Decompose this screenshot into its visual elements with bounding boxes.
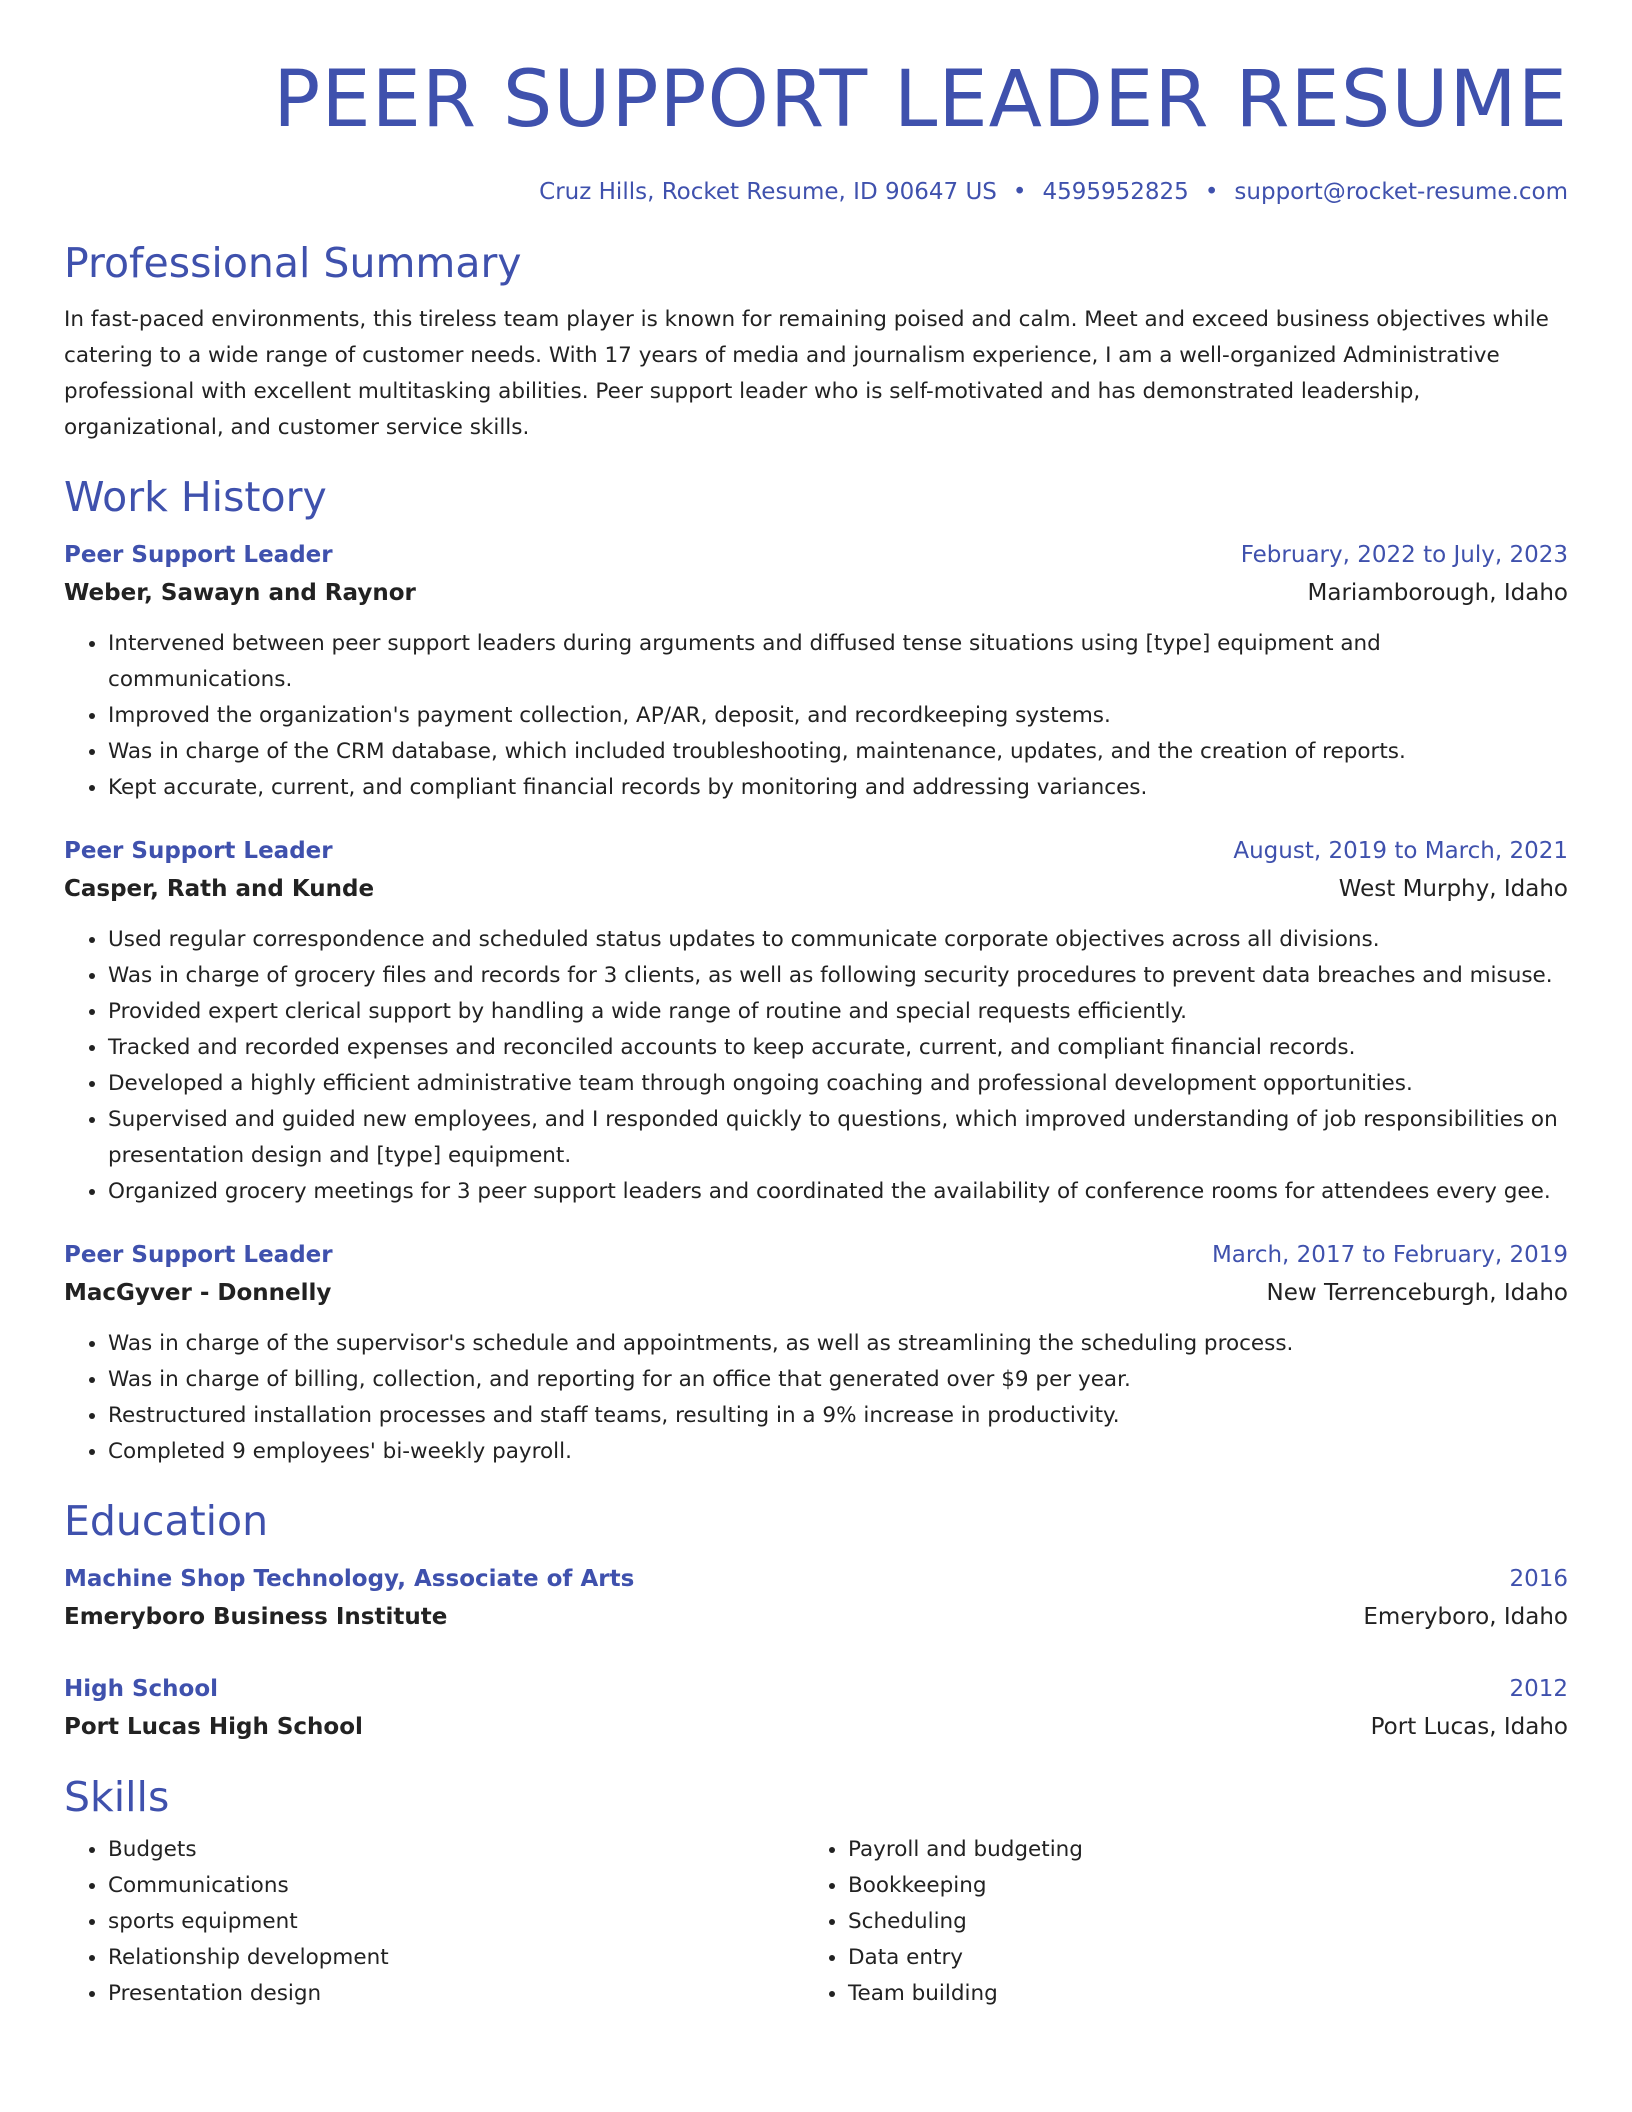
skills-section [64, 1772, 1568, 2012]
job-title: Peer Support Leader [64, 542, 333, 568]
contact-email[interactable]: support@rocket-resume.com [1234, 179, 1568, 205]
education-degree: Machine Shop Technology, Associate of Arts [64, 1566, 635, 1592]
skill-item: • Data entry [848, 1940, 1544, 1976]
education-header-row [64, 1560, 1568, 1598]
education-entry [64, 1670, 1568, 1746]
contact-phone: 4595952825 [1042, 179, 1189, 205]
job-header-row [64, 832, 1568, 870]
contact-separator: • [1204, 179, 1219, 205]
job-bullet: • Kept accurate, current, and compliant financial records by monitoring and addressing variances. [108, 770, 1568, 806]
education-year: 2012 [1509, 1676, 1568, 1702]
summary-section [64, 238, 1568, 446]
job-company-row [64, 574, 1568, 612]
job-dates: February, 2022 to July, 2023 [1240, 542, 1568, 568]
job-title: Peer Support Leader [64, 1242, 333, 1268]
job-bullet: • Used regular correspondence and scheduled status updates to communicate corporate objectives across all divisions. [108, 922, 1568, 958]
job-location: New Terrenceburgh, Idaho [1266, 1280, 1568, 1306]
work-history-section [64, 472, 1568, 1470]
job-entry [64, 1236, 1568, 1470]
job-bullets [64, 922, 1568, 1210]
skills-list-left [64, 1832, 804, 2012]
job-company: MacGyver - Donnelly [64, 1280, 332, 1306]
job-company: Weber, Sawayn and Raynor [64, 580, 416, 606]
job-header-row [64, 1236, 1568, 1274]
job-bullets [64, 1326, 1568, 1470]
job-bullet: • Completed 9 employees' bi-weekly payroll. [108, 1434, 1568, 1470]
job-bullet: • Improved the organization's payment collection, AP/AR, deposit, and recordkeeping systems. [108, 698, 1568, 734]
summary-text: In fast-paced environments, this tireless team player is known for remaining poised and calm. Meet and exceed business objectives while catering to a wide range of customer needs. With 17 years of media and journalism experience, I am a well-organized Administrative professional with excellent multitasking abilities. Peer support leader who is self-motivated and has demonstrated leadership, organizational, and customer service skills. [64, 307, 1549, 440]
job-bullets [64, 626, 1568, 806]
contact-line [64, 176, 1568, 208]
job-bullet: • Tracked and recorded expenses and reconciled accounts to keep accurate, current, and compliant financial records. [108, 1030, 1568, 1066]
skill-item: • Scheduling [848, 1904, 1544, 1940]
education-location: Port Lucas, Idaho [1370, 1714, 1568, 1740]
job-bullet: • Was in charge of the supervisor's schedule and appointments, as well as streamlining the scheduling process. [108, 1326, 1568, 1362]
skill-item: • Presentation design [108, 1976, 804, 2012]
education-header-row [64, 1670, 1568, 1708]
education-heading: Education [64, 1497, 269, 1545]
job-bullet: • Was in charge of billing, collection, and reporting for an office that generated over $9 per year. [108, 1362, 1568, 1398]
job-entry [64, 832, 1568, 1210]
education-school: Port Lucas High School [64, 1714, 363, 1740]
education-degree: High School [64, 1676, 219, 1702]
job-bullet: • Was in charge of the CRM database, which included troubleshooting, maintenance, updates, and the creation of reports. [108, 734, 1568, 770]
contact-separator: • [1012, 179, 1027, 205]
work-history-heading: Work History [64, 473, 327, 521]
job-bullet: • Provided expert clerical support by handling a wide range of routine and special requests efficiently. [108, 994, 1568, 1030]
job-bullet: • Intervened between peer support leaders during arguments and diffused tense situations using [type] equipment and communications. [108, 626, 1568, 698]
summary-heading: Professional Summary [64, 239, 522, 287]
skills-columns [64, 1832, 1568, 2012]
education-section [64, 1496, 1568, 1746]
education-school-row [64, 1598, 1568, 1636]
job-location: West Murphy, Idaho [1338, 876, 1568, 902]
skill-item: • sports equipment [108, 1904, 804, 1940]
skill-item: • Payroll and budgeting [848, 1832, 1544, 1868]
job-header-row [64, 536, 1568, 574]
job-bullet: • Developed a highly efficient administrative team through ongoing coaching and professional development opportunities. [108, 1066, 1568, 1102]
skills-list-right [804, 1832, 1544, 2012]
skill-item: • Team building [848, 1976, 1544, 2012]
job-location: Mariamborough, Idaho [1307, 580, 1568, 606]
job-bullet: • Was in charge of grocery files and records for 3 clients, as well as following security procedures to prevent data breaches and misuse. [108, 958, 1568, 994]
job-bullet: • Supervised and guided new employees, and I responded quickly to questions, which improved understanding of job responsibilities on presentation design and [type] equipment. [108, 1102, 1568, 1174]
contact-address: Cruz Hills, Rocket Resume, ID 90647 US [539, 179, 997, 205]
skill-item: • Bookkeeping [848, 1868, 1544, 1904]
resume-title: PEER SUPPORT LEADER RESUME [273, 55, 1568, 145]
education-entry [64, 1560, 1568, 1636]
education-school-row [64, 1708, 1568, 1746]
job-dates: March, 2017 to February, 2019 [1211, 1242, 1568, 1268]
job-dates: August, 2019 to March, 2021 [1233, 838, 1568, 864]
job-company: Casper, Rath and Kunde [64, 876, 375, 902]
education-location: Emeryboro, Idaho [1363, 1604, 1568, 1630]
skill-item: • Budgets [108, 1832, 804, 1868]
education-school: Emeryboro Business Institute [64, 1604, 448, 1630]
job-company-row [64, 1274, 1568, 1312]
job-entry [64, 536, 1568, 806]
education-year: 2016 [1509, 1566, 1568, 1592]
skill-item: • Communications [108, 1868, 804, 1904]
job-bullet: • Restructured installation processes and staff teams, resulting in a 9% increase in productivity. [108, 1398, 1568, 1434]
job-title: Peer Support Leader [64, 838, 333, 864]
job-company-row [64, 870, 1568, 908]
skills-heading: Skills [64, 1773, 170, 1821]
job-bullet: • Organized grocery meetings for 3 peer support leaders and coordinated the availability of conference rooms for attendees every gee. [108, 1174, 1568, 1210]
skill-item: • Relationship development [108, 1940, 804, 1976]
